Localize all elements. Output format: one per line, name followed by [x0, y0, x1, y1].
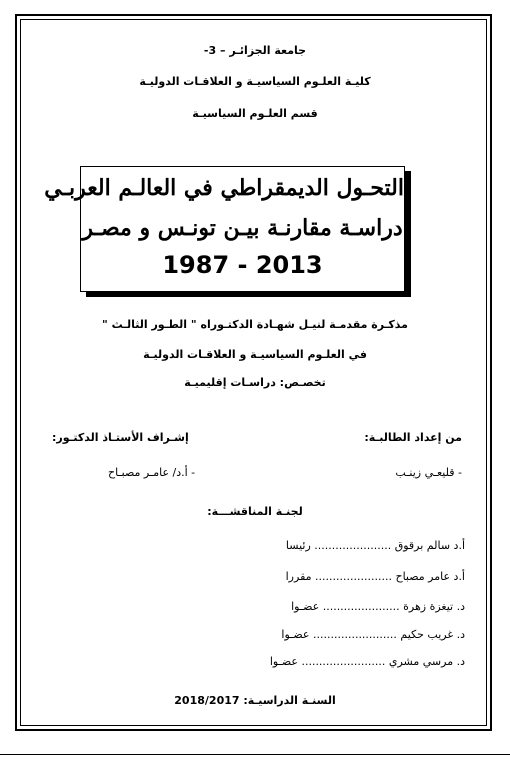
supervisor-name: - أ.د/ عامـر مصبـاح: [108, 466, 196, 479]
member-dots: ........................: [301, 655, 386, 668]
academic-year-label: السنـة الدراسيـة:: [243, 694, 336, 707]
university-name: جامعة الجزائـر – 3-: [203, 44, 307, 57]
student-name: - قليعـي زينـب: [395, 466, 462, 479]
member-name: د. غريب حكيم: [400, 628, 465, 641]
member-name: أ.د سالم برقوق: [394, 539, 465, 552]
thesis-title-years: 1987 - 2013: [162, 251, 323, 279]
member-dots: ........................: [312, 628, 397, 641]
supervisor-label: إشـراف الأستـاذ الدكتـور:: [52, 431, 189, 444]
department-name: قسم العلـوم السياسيـة: [192, 107, 318, 120]
member-role: عضـوا: [269, 655, 298, 668]
committee-member-row: [281, 628, 465, 641]
thesis-title-line2: دراسـة مقارنـة بيـن تونـس و مصـر: [82, 215, 403, 241]
committee-member-row: [286, 539, 465, 552]
thesis-degree-line: مذكـرة مقدمـة لنيـل شهـادة الدكتـوراه " الطـور الثالـث ": [102, 318, 408, 331]
academic-year: [0, 694, 510, 707]
thesis-title-box: [44, 166, 405, 292]
member-name: أ.د عامر مصباح: [395, 570, 465, 583]
committee-member-row: [286, 570, 465, 583]
thesis-field-line: في العلـوم السياسيـة و العلاقـات الدوليـة: [143, 348, 367, 361]
committee-member-row: [270, 655, 465, 668]
thesis-specialty-line: تخصـص: دراسـات إقليميـة: [184, 376, 326, 389]
member-role: رئيسا: [285, 539, 311, 552]
member-role: عضـوا: [281, 628, 310, 641]
thesis-title-line1: التحـول الديمقراطي في العالـم العربـي: [44, 175, 404, 201]
member-dots: ......................: [314, 539, 392, 552]
academic-year-value: 2018/2017: [174, 694, 240, 707]
member-name: د. تيغزة زهرة: [403, 600, 465, 613]
member-dots: ......................: [322, 600, 400, 613]
member-role: مقررا: [285, 570, 312, 583]
member-role: عضـوا: [291, 600, 320, 613]
prepared-by-label: من إعداد الطالبـة:: [364, 431, 462, 444]
member-name: د. مرسي مشري: [388, 655, 465, 668]
committee-member-row: [291, 600, 465, 613]
member-dots: ......................: [315, 570, 392, 583]
committee-heading: لجنـة المناقشـــة:: [207, 505, 303, 518]
page-border-inner: [20, 19, 487, 726]
bottom-rule: [0, 754, 510, 755]
faculty-name: كليـة العلـوم السياسيـة و العلاقـات الدوليـة: [139, 75, 371, 88]
